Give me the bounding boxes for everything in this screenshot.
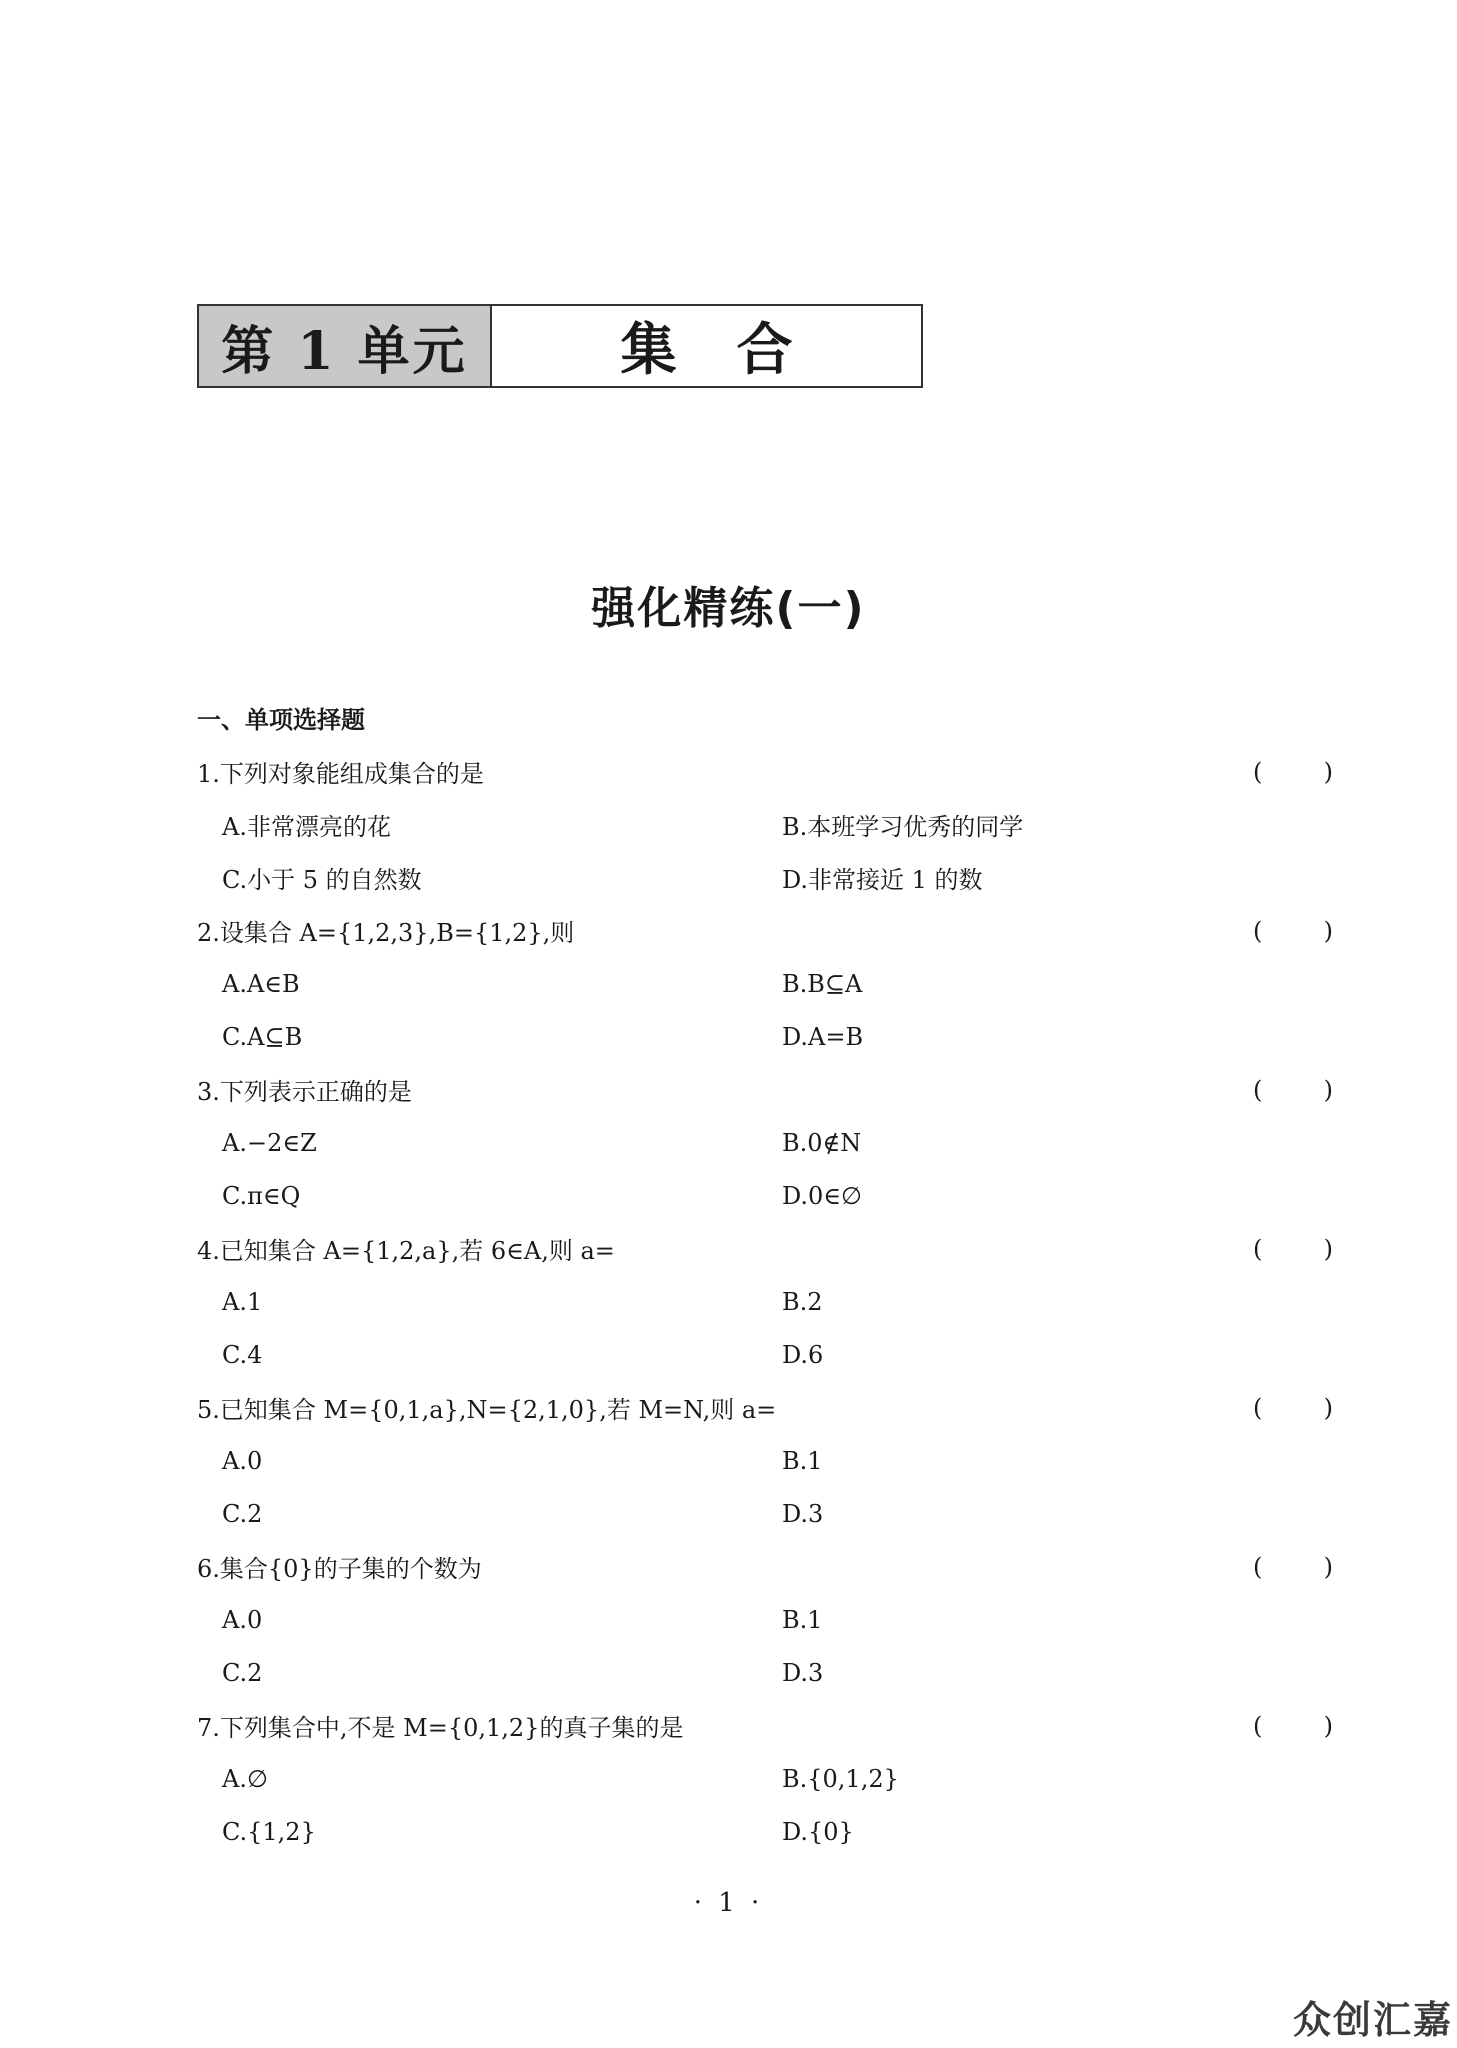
option-row: [197, 851, 1337, 904]
question-stem: 3.下列表示正确的是: [197, 1078, 412, 1106]
unit-header: [197, 304, 923, 388]
answer-option: B.2: [782, 1287, 823, 1316]
answer-option: A.1: [222, 1287, 263, 1316]
answer-option: B.本班学习优秀的同学: [782, 813, 1024, 841]
question-list: [197, 745, 1337, 1858]
answer-paren-close: ): [1323, 1075, 1333, 1104]
question-stem: 6.集合{0}的子集的个数为: [197, 1555, 482, 1583]
answer-option: A.A∈B: [222, 969, 300, 998]
answer-option: C.2: [222, 1499, 263, 1528]
option-row: [197, 1752, 1337, 1805]
question-stem: 7.下列集合中,不是 M={0,1,2}的真子集的是: [197, 1714, 684, 1742]
answer-option: A.−2∈Z: [222, 1128, 317, 1157]
answer-option: D.0∈∅: [782, 1181, 862, 1210]
question-stem: 5.已知集合 M={0,1,a},N={2,1,0},若 M=N,则 a=: [197, 1396, 777, 1424]
option-row: [197, 957, 1337, 1010]
answer-option: A.0: [222, 1446, 263, 1475]
unit-number: 第 1 单元: [199, 306, 492, 386]
answer-blank[interactable]: [1253, 758, 1333, 786]
answer-option: A.∅: [222, 1764, 268, 1793]
unit-title: 集合: [620, 317, 853, 383]
answer-option: C.A⊆B: [222, 1022, 303, 1051]
answer-paren-open: (: [1253, 1711, 1263, 1740]
answer-option: C.π∈Q: [222, 1181, 301, 1210]
answer-option: B.1: [782, 1446, 823, 1475]
answer-option: D.非常接近 1 的数: [782, 866, 983, 894]
question-stem-row: [197, 745, 1337, 798]
answer-option: A.0: [222, 1605, 263, 1634]
answer-option: D.3: [782, 1499, 824, 1528]
answer-blank[interactable]: [1253, 1712, 1333, 1740]
page-number: · 1 ·: [693, 1888, 764, 1918]
answer-option: C.4: [222, 1340, 263, 1369]
answer-paren-close: ): [1323, 1552, 1333, 1581]
option-row: [197, 798, 1337, 851]
answer-paren-close: ): [1323, 916, 1333, 945]
question-stem: 1.下列对象能组成集合的是: [197, 760, 484, 788]
answer-option: D.6: [782, 1340, 824, 1369]
answer-paren-open: (: [1253, 1234, 1263, 1263]
answer-option: B.0∉N: [782, 1128, 862, 1157]
question-stem-row: [197, 1063, 1337, 1116]
part-heading: 一、单项选择题: [197, 706, 365, 734]
option-row: [197, 1010, 1337, 1063]
question-stem: 2.设集合 A={1,2,3},B={1,2},则: [197, 919, 575, 947]
question-stem-row: [197, 904, 1337, 957]
answer-paren-close: ): [1323, 1234, 1333, 1263]
answer-paren-close: ): [1323, 1711, 1333, 1740]
answer-option: B.B⊆A: [782, 969, 863, 998]
option-row: [197, 1593, 1337, 1646]
answer-paren-open: (: [1253, 1552, 1263, 1581]
answer-option: C.小于 5 的自然数: [222, 866, 422, 894]
answer-paren-open: (: [1253, 1075, 1263, 1104]
watermark-logo: 众创汇嘉: [1292, 1998, 1453, 2042]
answer-blank[interactable]: [1253, 917, 1333, 945]
option-row: [197, 1646, 1337, 1699]
answer-option: C.{1,2}: [222, 1817, 316, 1846]
answer-paren-close: ): [1323, 757, 1333, 786]
answer-option: D.A=B: [782, 1022, 864, 1051]
option-row: [197, 1328, 1337, 1381]
section-title: 强化精练(一): [591, 583, 866, 634]
option-row: [197, 1275, 1337, 1328]
option-row: [197, 1434, 1337, 1487]
answer-paren-open: (: [1253, 1393, 1263, 1422]
answer-option: B.{0,1,2}: [782, 1764, 899, 1793]
question-stem-row: [197, 1540, 1337, 1593]
question-stem: 4.已知集合 A={1,2,a},若 6∈A,则 a=: [197, 1237, 615, 1265]
answer-paren-close: ): [1323, 1393, 1333, 1422]
answer-paren-open: (: [1253, 757, 1263, 786]
question-stem-row: [197, 1222, 1337, 1275]
question-stem-row: [197, 1381, 1337, 1434]
option-row: [197, 1116, 1337, 1169]
answer-option: A.非常漂亮的花: [222, 813, 391, 841]
option-row: [197, 1487, 1337, 1540]
answer-paren-open: (: [1253, 916, 1263, 945]
answer-blank[interactable]: [1253, 1235, 1333, 1263]
question-stem-row: [197, 1699, 1337, 1752]
answer-option: D.{0}: [782, 1817, 854, 1846]
answer-blank[interactable]: [1253, 1553, 1333, 1581]
option-row: [197, 1169, 1337, 1222]
option-row: [197, 1805, 1337, 1858]
answer-blank[interactable]: [1253, 1394, 1333, 1422]
answer-option: D.3: [782, 1658, 824, 1687]
answer-option: C.2: [222, 1658, 263, 1687]
answer-option: B.1: [782, 1605, 823, 1634]
answer-blank[interactable]: [1253, 1076, 1333, 1104]
